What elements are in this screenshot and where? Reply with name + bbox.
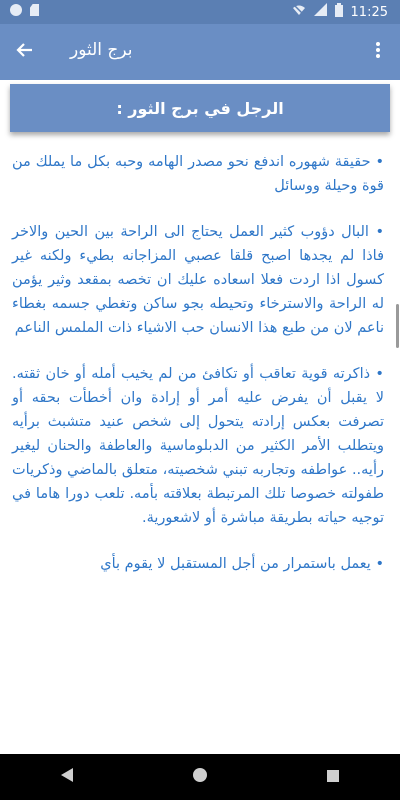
scrollbar-thumb[interactable] — [396, 304, 399, 348]
section-header: الرجل في برج الثور : — [10, 84, 390, 132]
more-vert-icon — [375, 41, 381, 63]
battery-icon — [335, 3, 343, 21]
recents-square-icon — [326, 768, 340, 787]
home-circle-icon — [192, 767, 208, 787]
paragraph-3: • ذاكرته قوية تعاقب أو تكافئ من لم يخيب أمله أو خان ثقته. لا يقبل أن يفرض عليه أمر أو إرادة وان أخطأت بحقه أو تصرفت بعكس إرادته يتحول إلى شخص عنيد متشبث برأيه ويتطلب الأمر الكثير من الدبلوماسية والعاطفة والحنان ليغير رأيه.. عواطفه وتجاربه تبني شخصيته، متعلق بالماضي وذكريات طفولته خصوصا تلك المرتبطة بعلاقته بأمه. تلعب دورا هاما في توجيه حياته بطريقة مباشرة أو لاشعورية. — [12, 366, 384, 526]
navigation-bar — [0, 754, 400, 800]
back-button[interactable] — [10, 38, 38, 66]
signal-icon — [314, 3, 327, 21]
overflow-menu-button[interactable] — [364, 38, 392, 66]
sd-card-icon — [30, 4, 39, 16]
notification-dot-icon — [10, 4, 22, 16]
status-time: 11:25 — [350, 4, 388, 20]
paragraph-2: • البال دؤوب كثير العمل يحتاج الى الراحة بين الحين والاخر فاذا لم يجدها اصبح قلقا عصبي المزاجانه بطيء ولكنه غير كسول اذا اردت فعلا اسعاده عليك ان تخصه بمقعد وثير يؤمن له الراحة والاسترخاء وتحيطه بجو ساكن وتغطي جسمه بغطاء ناعم لان من طبع هذا الانسان حب الاشياء ذات الملمس الناعم — [12, 224, 384, 336]
paragraph-1: • حقيقة شهوره اندفع نحو مصدر الهامه وحبه بكل ما يملك من قوة وحيلة ووسائل — [12, 154, 384, 194]
back-triangle-icon — [60, 767, 74, 787]
wifi-off-icon — [292, 3, 306, 21]
status-bar — [0, 0, 400, 24]
app-title: برج الثور — [70, 40, 133, 60]
article-content[interactable] — [0, 150, 400, 754]
nav-recents-button[interactable] — [313, 757, 353, 797]
paragraph-4: • يعمل باستمرار من أجل المستقبل لا يقوم بأي — [100, 556, 384, 572]
nav-home-button[interactable] — [180, 757, 220, 797]
arrow-back-icon — [15, 41, 33, 63]
nav-back-button[interactable] — [47, 757, 87, 797]
app-bar — [0, 24, 400, 80]
